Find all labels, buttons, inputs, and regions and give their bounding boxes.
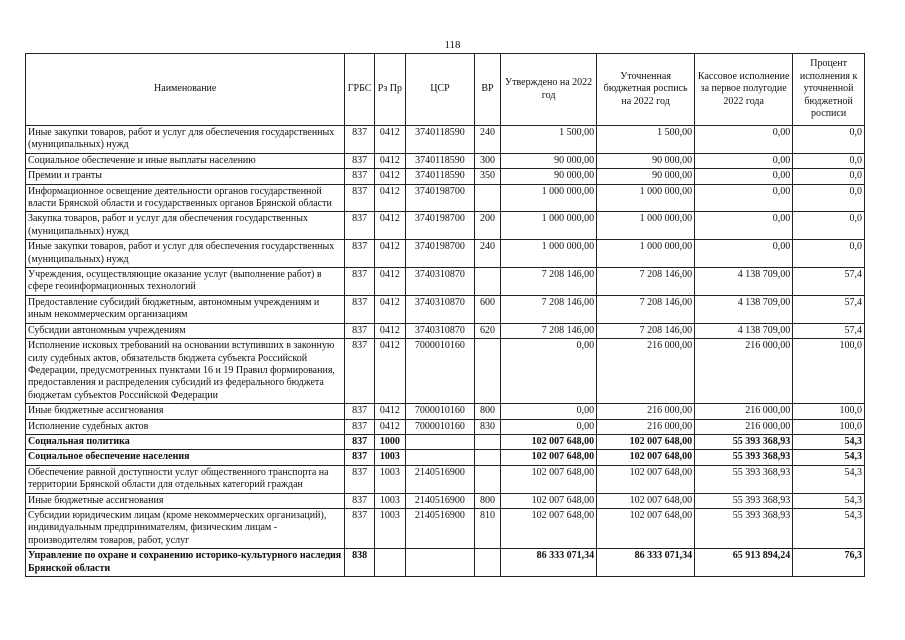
cell-csr: 3740310870 bbox=[406, 323, 475, 338]
cell-percent: 54,3 bbox=[793, 508, 865, 548]
cell-percent: 54,3 bbox=[793, 465, 865, 493]
cell-cash: 0,00 bbox=[695, 240, 793, 268]
cell-vr: 240 bbox=[474, 126, 500, 154]
cell-rzpr: 0412 bbox=[374, 404, 405, 419]
table-row bbox=[26, 450, 865, 465]
cell-csr bbox=[406, 434, 475, 449]
cell-approved: 0,00 bbox=[501, 404, 597, 419]
cell-cash: 216 000,00 bbox=[695, 419, 793, 434]
cell-vr: 300 bbox=[474, 153, 500, 168]
cell-csr: 3740310870 bbox=[406, 295, 475, 323]
cell-refined: 216 000,00 bbox=[597, 339, 695, 404]
cell-grbs: 838 bbox=[345, 549, 374, 577]
cell-grbs: 837 bbox=[345, 169, 374, 184]
table-row bbox=[26, 295, 865, 323]
cell-cash: 216 000,00 bbox=[695, 339, 793, 404]
cell-grbs: 837 bbox=[345, 434, 374, 449]
cell-csr bbox=[406, 450, 475, 465]
cell-approved: 1 000 000,00 bbox=[501, 240, 597, 268]
header-percent: Процент исполнения к уточненной бюджетной росписи bbox=[793, 54, 865, 126]
cell-name: Иные бюджетные ассигнования bbox=[26, 404, 345, 419]
cell-percent: 100,0 bbox=[793, 339, 865, 404]
cell-rzpr: 1003 bbox=[374, 465, 405, 493]
cell-cash: 0,00 bbox=[695, 169, 793, 184]
cell-grbs: 837 bbox=[345, 240, 374, 268]
cell-approved: 1 500,00 bbox=[501, 126, 597, 154]
cell-cash: 55 393 368,93 bbox=[695, 465, 793, 493]
table-row bbox=[26, 184, 865, 212]
cell-name: Информационное освещение деятельности органов государственной власти Брянской области и государственных органов Брянской области bbox=[26, 184, 345, 212]
cell-rzpr: 0412 bbox=[374, 212, 405, 240]
table-row bbox=[26, 212, 865, 240]
header-rzpr: Рз Пр bbox=[374, 54, 405, 126]
table-row bbox=[26, 268, 865, 296]
cell-name: Премии и гранты bbox=[26, 169, 345, 184]
cell-refined: 7 208 146,00 bbox=[597, 268, 695, 296]
table-row bbox=[26, 434, 865, 449]
cell-cash: 4 138 709,00 bbox=[695, 295, 793, 323]
cell-vr bbox=[474, 549, 500, 577]
cell-percent: 54,3 bbox=[793, 493, 865, 508]
cell-rzpr: 0412 bbox=[374, 240, 405, 268]
cell-cash: 0,00 bbox=[695, 184, 793, 212]
cell-rzpr: 0412 bbox=[374, 153, 405, 168]
cell-grbs: 837 bbox=[345, 493, 374, 508]
cell-rzpr: 0412 bbox=[374, 268, 405, 296]
cell-csr: 7000010160 bbox=[406, 404, 475, 419]
table-row bbox=[26, 169, 865, 184]
cell-vr bbox=[474, 465, 500, 493]
cell-cash: 4 138 709,00 bbox=[695, 268, 793, 296]
cell-percent: 76,3 bbox=[793, 549, 865, 577]
cell-vr: 800 bbox=[474, 404, 500, 419]
cell-csr: 7000010160 bbox=[406, 339, 475, 404]
cell-rzpr: 1000 bbox=[374, 434, 405, 449]
cell-csr: 7000010160 bbox=[406, 419, 475, 434]
cell-grbs: 837 bbox=[345, 508, 374, 548]
cell-grbs: 837 bbox=[345, 419, 374, 434]
cell-percent: 0,0 bbox=[793, 169, 865, 184]
cell-csr: 3740198700 bbox=[406, 184, 475, 212]
cell-refined: 1 000 000,00 bbox=[597, 212, 695, 240]
cell-approved: 102 007 648,00 bbox=[501, 450, 597, 465]
cell-approved: 102 007 648,00 bbox=[501, 434, 597, 449]
cell-cash: 4 138 709,00 bbox=[695, 323, 793, 338]
cell-csr: 3740198700 bbox=[406, 212, 475, 240]
cell-rzpr: 0412 bbox=[374, 419, 405, 434]
cell-refined: 90 000,00 bbox=[597, 153, 695, 168]
header-approved: Утверждено на 2022 год bbox=[501, 54, 597, 126]
cell-vr: 810 bbox=[474, 508, 500, 548]
cell-cash: 55 393 368,93 bbox=[695, 508, 793, 548]
cell-percent: 100,0 bbox=[793, 404, 865, 419]
cell-approved: 0,00 bbox=[501, 419, 597, 434]
cell-refined: 90 000,00 bbox=[597, 169, 695, 184]
cell-vr bbox=[474, 268, 500, 296]
table-row bbox=[26, 339, 865, 404]
header-csr: ЦСР bbox=[406, 54, 475, 126]
cell-percent: 100,0 bbox=[793, 419, 865, 434]
cell-vr: 600 bbox=[474, 295, 500, 323]
cell-csr: 3740310870 bbox=[406, 268, 475, 296]
cell-percent: 0,0 bbox=[793, 212, 865, 240]
header-name: Наименование bbox=[26, 54, 345, 126]
cell-approved: 1 000 000,00 bbox=[501, 212, 597, 240]
cell-rzpr: 1003 bbox=[374, 493, 405, 508]
table-row bbox=[26, 404, 865, 419]
cell-refined: 102 007 648,00 bbox=[597, 493, 695, 508]
cell-name: Исполнение исковых требований на основании вступивших в законную силу судебных актов, обязательств бюджета субъекта Российской Федерации, предусмотренных пунктами 16 и 19 Правил формирования, предоставления и распределения субсидий из федерального бюджета бюджетам субъектов Российской Федерации bbox=[26, 339, 345, 404]
cell-rzpr: 0412 bbox=[374, 323, 405, 338]
cell-name: Социальное обеспечение и иные выплаты населению bbox=[26, 153, 345, 168]
cell-grbs: 837 bbox=[345, 184, 374, 212]
table-row bbox=[26, 465, 865, 493]
cell-grbs: 837 bbox=[345, 450, 374, 465]
table-row bbox=[26, 153, 865, 168]
table-row bbox=[26, 549, 865, 577]
cell-refined: 7 208 146,00 bbox=[597, 295, 695, 323]
cell-refined: 102 007 648,00 bbox=[597, 508, 695, 548]
header-grbs: ГРБС bbox=[345, 54, 374, 126]
cell-percent: 0,0 bbox=[793, 126, 865, 154]
cell-approved: 7 208 146,00 bbox=[501, 323, 597, 338]
cell-csr: 2140516900 bbox=[406, 508, 475, 548]
cell-name: Закупка товаров, работ и услуг для обеспечения государственных (муниципальных) нужд bbox=[26, 212, 345, 240]
cell-csr: 3740118590 bbox=[406, 169, 475, 184]
cell-grbs: 837 bbox=[345, 465, 374, 493]
cell-grbs: 837 bbox=[345, 339, 374, 404]
cell-name: Управление по охране и сохранению историко-культурного наследия Брянской области bbox=[26, 549, 345, 577]
cell-rzpr: 0412 bbox=[374, 295, 405, 323]
cell-percent: 0,0 bbox=[793, 240, 865, 268]
cell-csr: 3740118590 bbox=[406, 153, 475, 168]
cell-percent: 57,4 bbox=[793, 323, 865, 338]
cell-vr: 350 bbox=[474, 169, 500, 184]
cell-csr bbox=[406, 549, 475, 577]
cell-cash: 65 913 894,24 bbox=[695, 549, 793, 577]
cell-refined: 1 500,00 bbox=[597, 126, 695, 154]
cell-cash: 55 393 368,93 bbox=[695, 493, 793, 508]
cell-percent: 0,0 bbox=[793, 184, 865, 212]
cell-vr bbox=[474, 339, 500, 404]
cell-vr: 620 bbox=[474, 323, 500, 338]
cell-refined: 216 000,00 bbox=[597, 419, 695, 434]
cell-percent: 54,3 bbox=[793, 450, 865, 465]
table-row bbox=[26, 126, 865, 154]
cell-name: Предоставление субсидий бюджетным, автономным учреждениям и иным некоммерческим организациям bbox=[26, 295, 345, 323]
cell-refined: 86 333 071,34 bbox=[597, 549, 695, 577]
cell-percent: 54,3 bbox=[793, 434, 865, 449]
table-row bbox=[26, 493, 865, 508]
cell-grbs: 837 bbox=[345, 323, 374, 338]
cell-percent: 57,4 bbox=[793, 295, 865, 323]
cell-percent: 0,0 bbox=[793, 153, 865, 168]
cell-vr: 200 bbox=[474, 212, 500, 240]
cell-vr: 830 bbox=[474, 419, 500, 434]
table-row bbox=[26, 419, 865, 434]
cell-vr bbox=[474, 184, 500, 212]
cell-name: Иные закупки товаров, работ и услуг для обеспечения государственных (муниципальных) нужд bbox=[26, 240, 345, 268]
cell-csr: 2140516900 bbox=[406, 493, 475, 508]
cell-vr bbox=[474, 450, 500, 465]
table-body bbox=[26, 126, 865, 577]
cell-approved: 0,00 bbox=[501, 339, 597, 404]
cell-rzpr: 0412 bbox=[374, 339, 405, 404]
cell-refined: 216 000,00 bbox=[597, 404, 695, 419]
cell-approved: 102 007 648,00 bbox=[501, 508, 597, 548]
table-row bbox=[26, 240, 865, 268]
cell-cash: 55 393 368,93 bbox=[695, 450, 793, 465]
cell-grbs: 837 bbox=[345, 295, 374, 323]
cell-cash: 0,00 bbox=[695, 212, 793, 240]
cell-name: Учреждения, осуществляющие оказание услуг (выполнение работ) в сфере геоинформационных технологий bbox=[26, 268, 345, 296]
cell-cash: 0,00 bbox=[695, 153, 793, 168]
cell-name: Обеспечение равной доступности услуг общественного транспорта на территории Брянской области для отдельных категорий граждан bbox=[26, 465, 345, 493]
cell-rzpr bbox=[374, 549, 405, 577]
cell-approved: 7 208 146,00 bbox=[501, 295, 597, 323]
cell-csr: 2140516900 bbox=[406, 465, 475, 493]
cell-name: Социальное обеспечение населения bbox=[26, 450, 345, 465]
cell-vr: 240 bbox=[474, 240, 500, 268]
cell-name: Субсидии юридическим лицам (кроме некоммерческих организаций), индивидуальным предпринимателям, физическим лицам - производителям товаров, работ, услуг bbox=[26, 508, 345, 548]
cell-approved: 86 333 071,34 bbox=[501, 549, 597, 577]
page-number: 118 bbox=[444, 39, 461, 51]
cell-grbs: 837 bbox=[345, 212, 374, 240]
cell-csr: 3740198700 bbox=[406, 240, 475, 268]
cell-cash: 55 393 368,93 bbox=[695, 434, 793, 449]
cell-name: Иные закупки товаров, работ и услуг для обеспечения государственных (муниципальных) нужд bbox=[26, 126, 345, 154]
cell-approved: 90 000,00 bbox=[501, 153, 597, 168]
table-row bbox=[26, 323, 865, 338]
cell-approved: 1 000 000,00 bbox=[501, 184, 597, 212]
cell-grbs: 837 bbox=[345, 404, 374, 419]
cell-percent: 57,4 bbox=[793, 268, 865, 296]
cell-name: Иные бюджетные ассигнования bbox=[26, 493, 345, 508]
cell-name: Субсидии автономным учреждениям bbox=[26, 323, 345, 338]
table-header-row bbox=[26, 54, 865, 126]
cell-rzpr: 0412 bbox=[374, 184, 405, 212]
cell-rzpr: 0412 bbox=[374, 169, 405, 184]
cell-cash: 216 000,00 bbox=[695, 404, 793, 419]
header-cash: Кассовое исполнение за первое полугодие 2022 года bbox=[695, 54, 793, 126]
cell-grbs: 837 bbox=[345, 268, 374, 296]
cell-refined: 102 007 648,00 bbox=[597, 465, 695, 493]
cell-refined: 102 007 648,00 bbox=[597, 450, 695, 465]
cell-refined: 102 007 648,00 bbox=[597, 434, 695, 449]
header-refined: Уточненная бюджетная роспись на 2022 год bbox=[597, 54, 695, 126]
cell-grbs: 837 bbox=[345, 126, 374, 154]
cell-name: Исполнение судебных актов bbox=[26, 419, 345, 434]
cell-approved: 7 208 146,00 bbox=[501, 268, 597, 296]
cell-csr: 3740118590 bbox=[406, 126, 475, 154]
cell-approved: 90 000,00 bbox=[501, 169, 597, 184]
cell-refined: 1 000 000,00 bbox=[597, 240, 695, 268]
cell-vr bbox=[474, 434, 500, 449]
table-row bbox=[26, 508, 865, 548]
cell-refined: 7 208 146,00 bbox=[597, 323, 695, 338]
cell-name: Социальная политика bbox=[26, 434, 345, 449]
cell-approved: 102 007 648,00 bbox=[501, 493, 597, 508]
cell-rzpr: 1003 bbox=[374, 450, 405, 465]
cell-grbs: 837 bbox=[345, 153, 374, 168]
header-vr: ВР bbox=[474, 54, 500, 126]
cell-cash: 0,00 bbox=[695, 126, 793, 154]
budget-execution-table bbox=[25, 53, 865, 577]
cell-refined: 1 000 000,00 bbox=[597, 184, 695, 212]
cell-approved: 102 007 648,00 bbox=[501, 465, 597, 493]
cell-rzpr: 1003 bbox=[374, 508, 405, 548]
cell-vr: 800 bbox=[474, 493, 500, 508]
cell-rzpr: 0412 bbox=[374, 126, 405, 154]
